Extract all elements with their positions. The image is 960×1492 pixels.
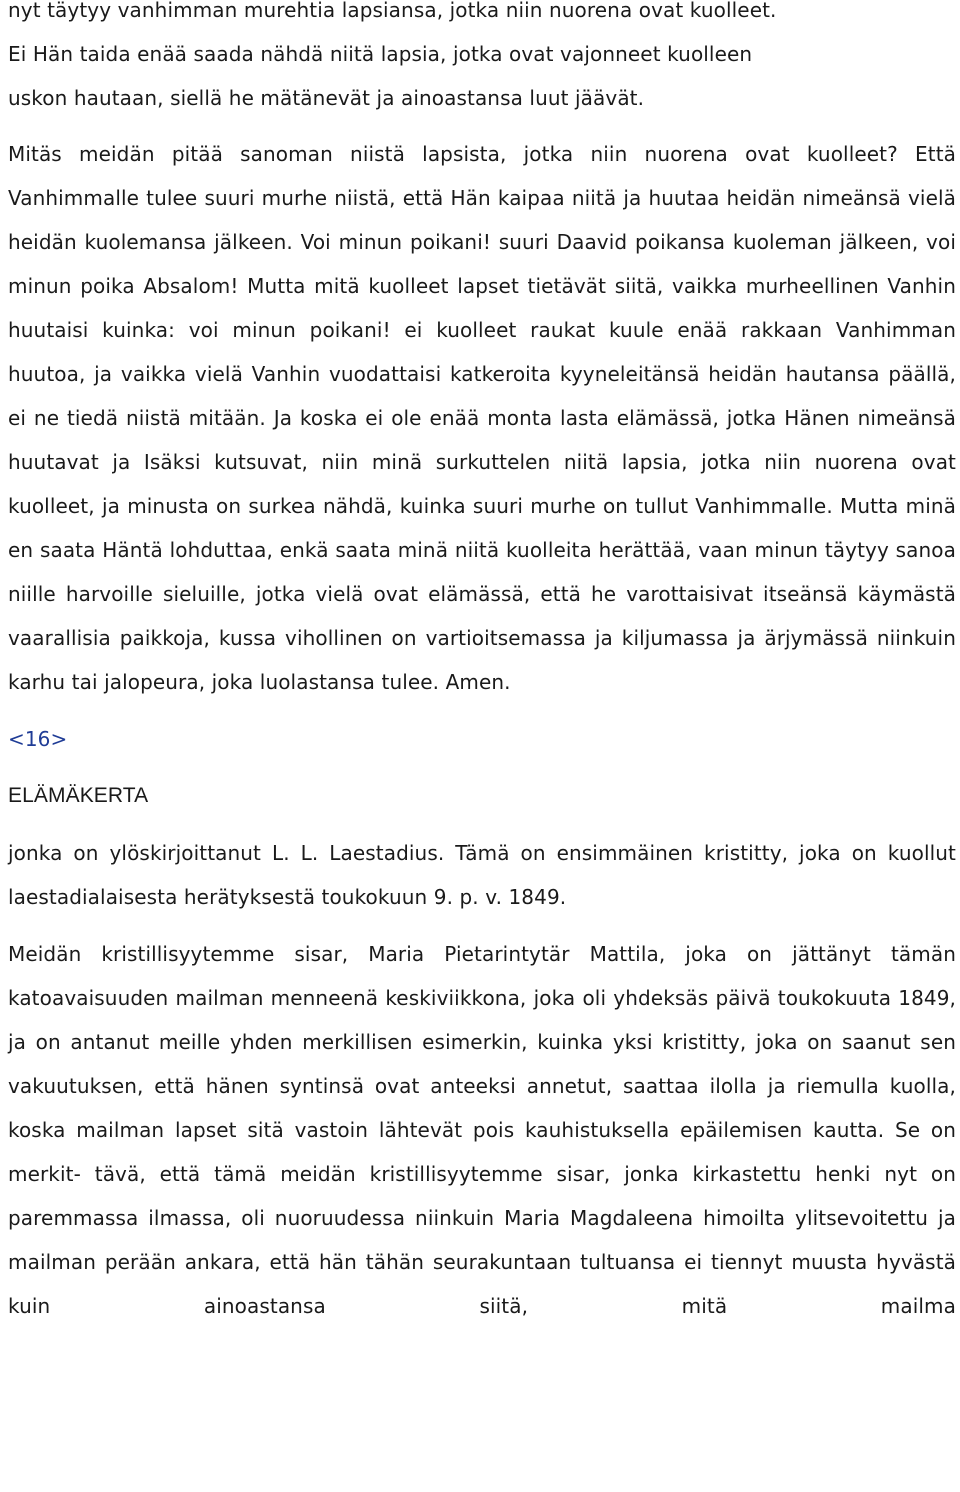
text-line: uskon hautaan, siellä he mätänevät ja ainoastansa luut jäävät. [8,86,645,110]
paragraph-1: Mitäs meidän pitää sanoman niistä lapsista, jotka niin nuorena ovat kuolleet? Että Vanhimmalle tulee suuri murhe niistä, että Hän kaipaa niitä ja huutaa heidän nimeänsä vielä heidän kuolemansa jälkeen. Voi minun poikani! suuri Daavid poikansa kuoleman jälkeen, voi minun poika Absalom! Mutta mitä kuolleet lapset tietävät siitä, vaikka murheellinen Vanhin huutaisi kuinka: voi minun poikani! ei kuolleet raukat kuule enää rakkaan Vanhimman huutoa, ja vaikka vielä Vanhin vuodattaisi katkeroita kyyneleitänsä heidän hautansa päällä, ei ne tiedä niistä mitään. Ja koska ei ole enää monta lasta elämässä, jotka Hänen nimeänsä huutavat ja Isäksi kutsuvat, niin minä surkuttelen niitä lapsia, jotka niin nuorena ovat kuolleet, ja minusta on surkea nähdä, kuinka suuri murhe on tullut Vanhimmalle. Mutta minä en saata Häntä lohduttaa, enkä saata minä niitä kuolleita herättää, vaan minun täytyy sanoa niille harvoille sieluille, jotka vielä ovat elämässä, että he varottaisivat itseänsä käymästä vaarallisia paikkoja, kussa vihollinen on vartioitsemassa ja kiljumassa ja ärjymässä niinkuin karhu tai jalopeura, joka luolastansa tulee. Amen. [8,142,956,694]
top-lines [8,0,956,120]
text-line: Ei Hän taida enää saada nähdä niitä lapsia, jotka ovat vajonneet kuolleen [8,42,753,66]
paragraph-2: Meidän kristillisyytemme sisar, Maria Pietarintytär Mattila, joka on jättänyt tämän katoavaisuuden mailman menneenä keskiviikkona, joka oli yhdeksäs päivä toukokuuta 1849, ja on antanut meille yhden merkillisen esimerkin, kuinka yksi kristitty, joka on saanut sen vakuutuksen, että hänen syntinsä ovat anteeksi annetut, saattaa ilolla ja riemulla kuolla, koska mailman lapset sitä vastoin lähtevät pois kauhistuksella epäilemisen kautta. Se on merkit- tävä, että tämä meidän kristillisyytemme sisar, jonka kirkastettu henki nyt on paremmassa ilmassa, oli nuoruudessa niinkuin Maria Magdaleena himoilta ylitsevoitettu ja mailman perään ankara, että hän tähän seurakuntaan tultuansa ei tiennyt muusta hyvästä kuin ainoastansa siitä, mitä mailma [8,942,956,1318]
section-title: ELÄMÄKERTA [8,784,149,807]
subtitle: jonka on ylöskirjoittanut L. L. Laestadius. Tämä on ensimmäinen kristitty, joka on kuollut laestadialaisesta herätyksestä toukokuun 9. p. v. 1849. [8,841,956,909]
document-page [8,0,956,1328]
page-marker: <16> [8,727,68,751]
text-line: nyt täytyy vanhimman murehtia lapsiansa, jotka niin nuorena ovat kuolleet. [8,0,777,22]
